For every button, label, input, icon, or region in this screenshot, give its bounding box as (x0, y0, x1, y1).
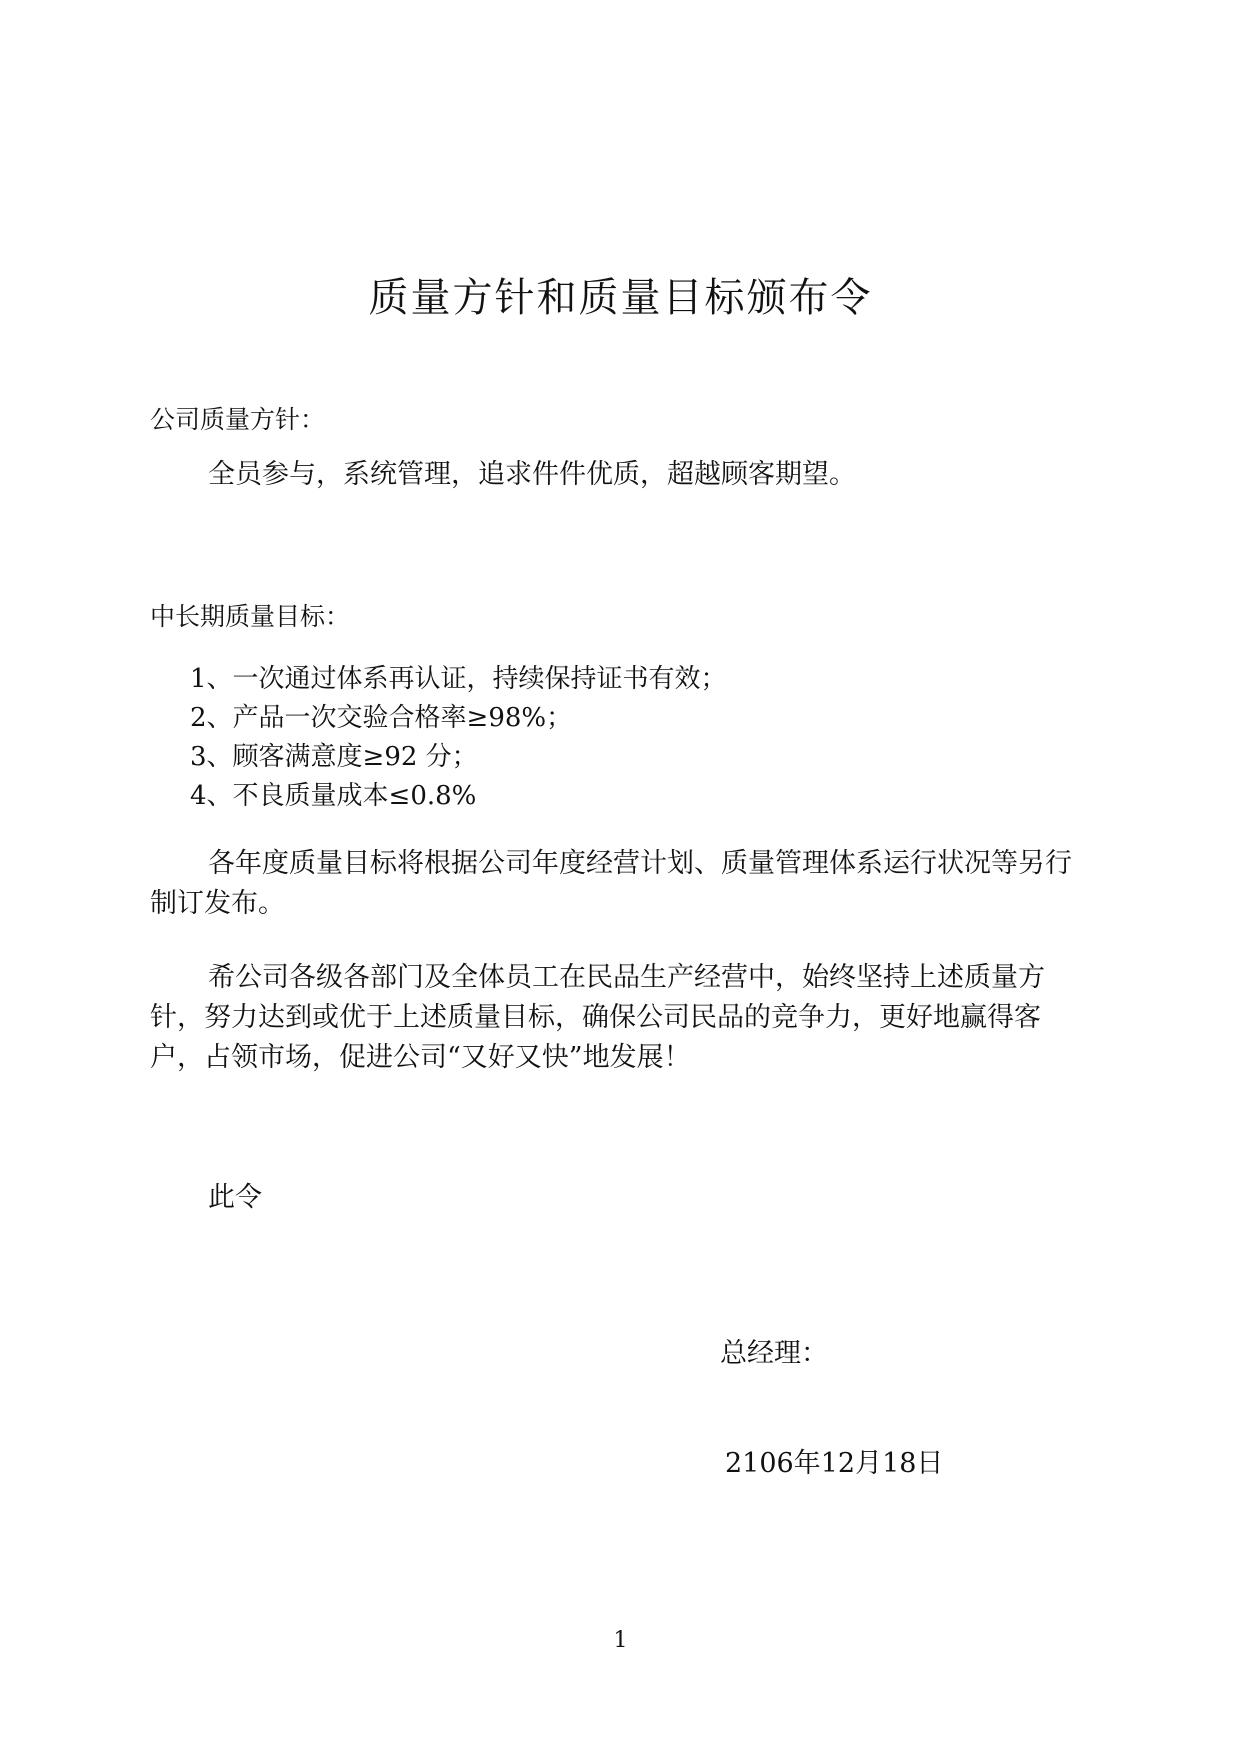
policy-heading: 公司质量方针： (150, 405, 326, 434)
goal-item: 3、顾客满意度≥92 分； (190, 742, 478, 772)
goal-item: 2、产品一次交验合格率≥98%； (190, 703, 573, 733)
document-date: 2106年12月18日 (725, 1448, 944, 1479)
goals-heading: 中长期质量目标： (150, 602, 351, 631)
annual-note-paragraph: 各年度质量目标将根据公司年度经营计划、质量管理体系运行状况等另行制订发布。 (150, 848, 1072, 919)
goals-list (190, 660, 727, 816)
document-title: 质量方针和质量目标颁布令 (368, 275, 873, 321)
exhortation-paragraph: 希公司各级各部门及全体员工在民品生产经营中，始终坚持上述质量方针，努力达到或优于上述质量目标，确保公司民品的竞争力，更好地赢得客户，占领市场，促进公司“又好又快”地发展！ (150, 962, 1045, 1073)
page-number: 1 (613, 1628, 628, 1653)
signatory-label: 总经理： (720, 1338, 828, 1369)
order-closing: 此令 (208, 1182, 262, 1213)
goal-item: 4、不良质量成本≤0.8% (190, 781, 477, 811)
policy-text: 全员参与，系统管理，追求件件优质，超越顾客期望。 (208, 459, 856, 490)
goal-item: 1、一次通过体系再认证，持续保持证书有效； (190, 664, 727, 694)
